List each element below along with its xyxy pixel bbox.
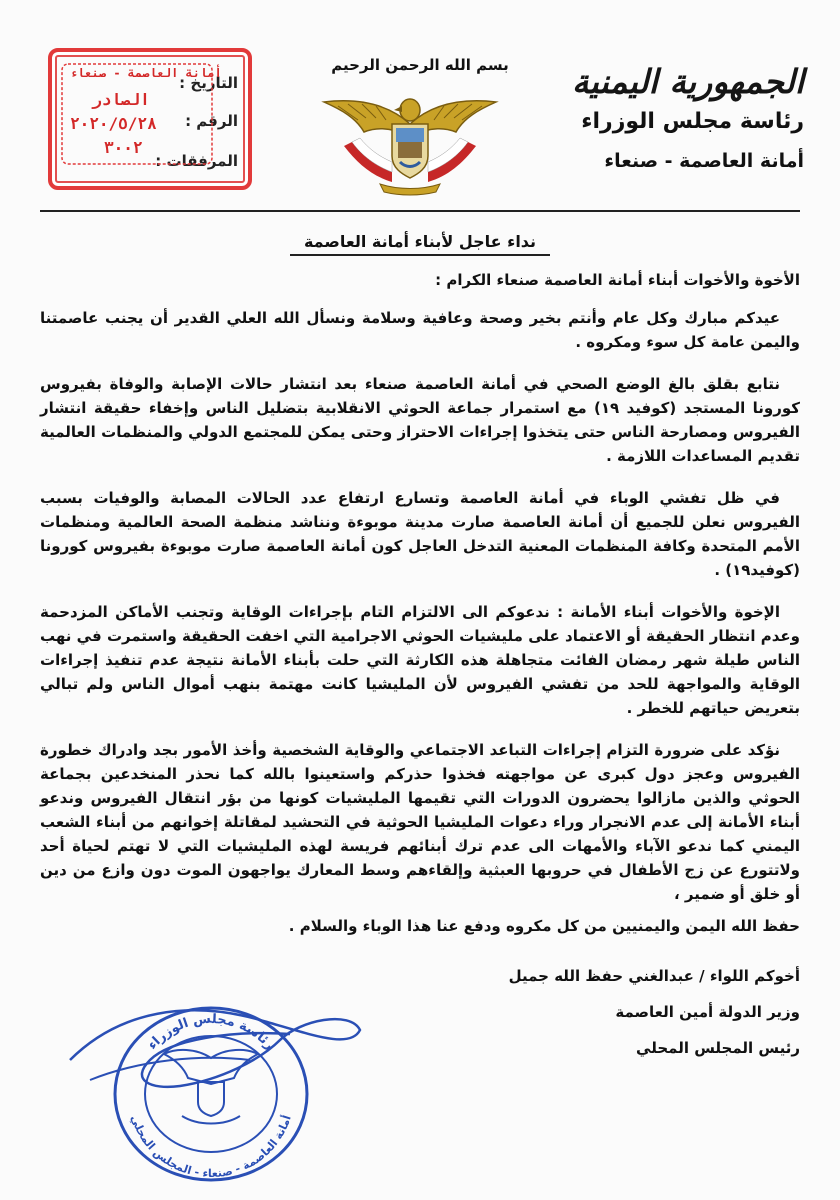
attachments-label: المرفقات : <box>155 152 238 170</box>
stamp-date: ٢٠٢٠/٥/٢٨ <box>70 114 157 133</box>
stamp-office: أمانة العاصمة - صنعاء <box>70 66 222 80</box>
official-round-stamp-icon <box>106 998 316 1186</box>
signatory-title: وزير الدولة أمين العاصمة <box>615 1003 800 1021</box>
paragraph-5: نؤكد على ضرورة التزام إجراءات التباعد الاجتماعي والوقاية الشخصية وأخذ الأمور بجد وادراك خطورة الفيروس وعجز دول كبرى عن مواجهته فخذوا حذركم واستعينوا بالله كما نحذر المنخدعين بجماعة الحوثي والذين مازالوا يحضرون الدورات التي تقيمها المليشيات كونها من بؤر انتقال الفيروس وندعو أبناء الأمانة إلى عدم الانجرار وراء دعوات المليشيا الحوثية في التحشيد لمقاتلة إخوانهم من أبناء الشعب اليمني كما ندعو الآباء والأمهات الى عدم ترك أبنائهم فريسة لهذه المليشيات التي لا تهتم لحياة أحد ولاتتورع عن زج الأطفال في حروبها العبثية وإلقاءهم وسط المعارك يواجهون الموت دون وازع من دين أو خلق أو ضمير ، <box>40 741 800 903</box>
stamp-number: ٣٠٠٢ <box>104 138 143 157</box>
letter-body <box>40 268 800 938</box>
basmala: بسم الله الرحمن الرحيم <box>331 56 509 74</box>
greeting: الأخوة والأخوات أبناء أمانة العاصمة صنعاء الكرام : <box>435 271 800 289</box>
secretariat-name: أمانة العاصمة - صنعاء <box>604 150 804 172</box>
signatory-name: أخوكم اللواء / عبدالغني حفظ الله جميل <box>508 967 800 985</box>
date-label: التاريخ : <box>179 74 238 92</box>
stamp-text-top: رئاسة مجلس الوزراء <box>144 1011 277 1053</box>
republic-name: الجمهورية اليمنية <box>571 62 804 101</box>
yemen-eagle-emblem-icon <box>318 84 502 196</box>
red-stamp-frame-icon <box>58 60 238 170</box>
signatory-role: رئيس المجلس المحلي <box>636 1039 800 1057</box>
closing-line: حفظ الله اليمن واليمنيين من كل مكروه ودفع عنا هذا الوباء والسلام . <box>288 917 800 935</box>
paragraph-2: نتابع بقلق بالغ الوضع الصحي في أمانة العاصمة صنعاء بعد انتشار حالات الإصابة والوفاة بفيروس كورونا المستجد (كوفيد ١٩) مع استمرار جماعة الحوثي الانقلابية بتضليل الناس وإخفاء حقيقة انتشار الفيروس ومصارحة الناس حتى يتخذوا إجراءات الاحتراز وحتى يمكن للمجتمع الدولي والمنظمات العالمية تقديم المساعدات اللازمة . <box>40 375 800 465</box>
header-divider <box>40 210 800 212</box>
letterhead <box>524 62 804 172</box>
stamp-text-bottom: أمانة العاصمة - صنعاء - المجلس المحلي <box>128 1113 294 1181</box>
number-label: الرقم : <box>185 112 238 130</box>
letter-title-text: نداء عاجل لأبناء أمانة العاصمة <box>290 232 550 256</box>
stamp-type: الصادر <box>92 90 150 109</box>
signature-block <box>480 958 800 1066</box>
paragraph-1: عيدكم مبارك وكل عام وأنتم بخير وصحة وعافية وسلامة ونسأل الله العلي القدير أن يجنب عاصمتنا واليمن عامة كل سوء ومكروه . <box>40 309 800 351</box>
presidency-name: رئاسة مجلس الوزراء <box>581 109 804 134</box>
paragraph-4: الإخوة والأخوات أبناء الأمانة : ندعوكم الى الالتزام التام بإجراءات الوقاية وتجنب الأماكن المزدحمة وعدم انتظار الحقيقة أو الاعتماد على مليشيات الحوثي الاجرامية التي اخفت الحقيقة واستمرت في نهب الناس طيلة شهر رمضان الفائت متجاهلة هذه الكارثة التي حلت بأبناء الأمانة نتيجة عدم تنفيذ إجراءات الوقاية والمواجهة للحد من تفشي الفيروس لأن المليشيا كانت مهتمة بنهب أموال الناس ولم تبالي بتعريض حياتهم للخطر . <box>40 603 800 717</box>
letter-title <box>0 232 840 251</box>
paragraph-3: في ظل تفشي الوباء في أمانة العاصمة وتسارع ارتفاع عدد الحالات المصابة والوفيات بسبب الفيروس نعلن للجميع أن أمانة العاصمة صارت مدينة موبوءة ونناشد منظمة الصحة العالمية ومنظمات الأمم المتحدة وكافة المنظمات المعنية التدخل العاجل كون أمانة العاصمة صارت موبوءة بفيروس كورونا (كوفيد١٩) . <box>40 489 800 579</box>
reference-box <box>48 48 252 190</box>
